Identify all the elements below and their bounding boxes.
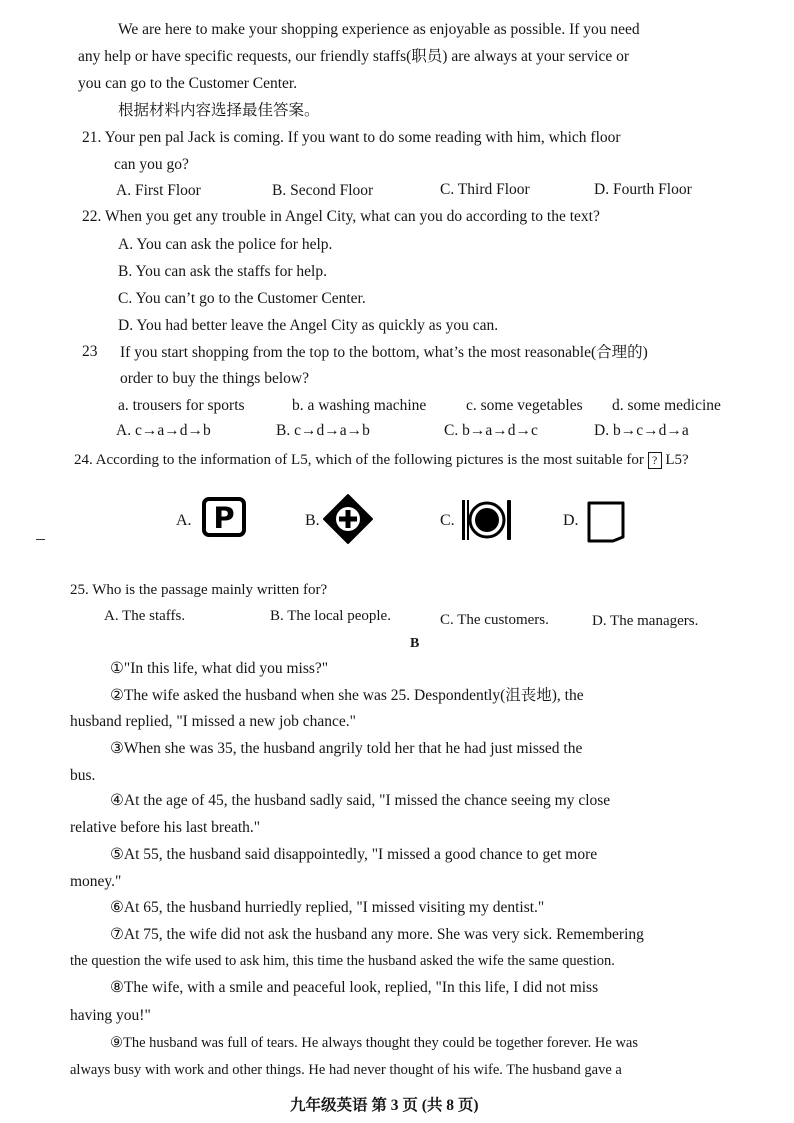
q25-stem: 25. Who is the passage mainly written for? (70, 582, 328, 598)
q24-label-d[interactable]: D. (563, 512, 579, 529)
q22-option-c[interactable]: C. You can’t go to the Customer Center. (118, 290, 366, 307)
passage-line-4: ③When she was 35, the husband angrily told her that he had just missed the (110, 740, 583, 757)
intro-line-1: We are here to make your shopping experience as enjoyable as possible. If you need (118, 21, 640, 38)
q21-option-c[interactable]: C. Third Floor (440, 181, 530, 198)
parking-icon[interactable] (202, 497, 246, 542)
passage-line-2: ②The wife asked the husband when she was 25. Despondently(沮丧地), the (110, 687, 584, 704)
passage-line-12: the question the wife used to ask him, this time the husband asked the wife the same question. (70, 953, 615, 969)
passage-line-6: ④At the age of 45, the husband sadly said, "I missed the chance seeing my close (110, 792, 611, 809)
parking-letter: P (213, 501, 235, 535)
margin-mark (36, 539, 45, 540)
passage-line-10: ⑥At 65, the husband hurriedly replied, "I missed visiting my dentist." (110, 899, 545, 916)
passage-line-16: always busy with work and other things. He had never thought of his wife. The husband gave a (70, 1062, 622, 1078)
first-aid-cross-icon[interactable] (322, 493, 374, 550)
passage-line-9: money." (70, 873, 122, 890)
q22-option-d[interactable]: D. You had better leave the Angel City as quickly as you can. (118, 317, 499, 334)
q25-option-d[interactable]: D. The managers. (592, 613, 699, 629)
q21-stem-2: can you go? (114, 156, 189, 173)
restaurant-icon[interactable] (459, 498, 515, 547)
q25-option-c[interactable]: C. The customers. (440, 612, 549, 628)
q23-stem-1: If you start shopping from the top to the bottom, what’s the most reasonable(合理的) (120, 344, 648, 361)
q24-label-b[interactable]: B. (305, 512, 320, 529)
q25-option-a[interactable]: A. The staffs. (104, 608, 186, 624)
intro-line-2: any help or have specific requests, our friendly staffs(职员) are always at your service or (78, 48, 630, 65)
q23-option-c[interactable]: C. b→a→d→c (444, 422, 538, 439)
q22-stem: 22. When you get any trouble in Angel City, what can you do according to the text? (82, 208, 600, 225)
q23-number: 23 (82, 343, 98, 360)
q23-stem-2: order to buy the things below? (120, 370, 309, 387)
passage-line-1: ①"In this life, what did you miss?" (110, 660, 329, 677)
passage-line-15: ⑨The husband was full of tears. He always thought they could be together forever. He was (110, 1035, 638, 1051)
passage-b-heading: B (410, 636, 420, 651)
passage-line-13: ⑧The wife, with a smile and peaceful look, replied, "In this life, I did not miss (110, 979, 599, 996)
passage-line-8: ⑤At 55, the husband said disappointedly, "I missed a good chance to get more (110, 846, 598, 863)
q23-item-b: b. a washing machine (292, 397, 427, 414)
q23-option-b[interactable]: B. c→d→a→b (276, 422, 370, 439)
q24-stem (74, 450, 689, 470)
q24-number: 24 (74, 452, 89, 468)
q23-item-a: a. trousers for sports (118, 397, 245, 414)
q21-option-b[interactable]: B. Second Floor (272, 182, 374, 199)
q24-question-box: ? (648, 452, 662, 469)
intro-line-3: you can go to the Customer Center. (78, 75, 298, 92)
page-footer: 九年级英语 第 3 页 (共 8 页) (290, 1097, 479, 1114)
passage-line-14: having you!" (70, 1007, 151, 1024)
instruction: 根据材料内容选择最佳答案。 (118, 102, 320, 119)
blank-frame-icon[interactable] (583, 499, 629, 550)
q24-stem-after: L5? (665, 452, 689, 468)
q24-label-c[interactable]: C. (440, 512, 455, 529)
q23-option-d[interactable]: D. b→c→d→a (594, 422, 689, 439)
q25-option-b[interactable]: B. The local people. (270, 608, 391, 624)
q21-stem-1: 21. Your pen pal Jack is coming. If you want to do some reading with him, which floor (82, 129, 621, 146)
q23-item-d: d. some medicine (612, 397, 721, 414)
q23-option-a[interactable]: A. c→a→d→b (116, 422, 211, 439)
passage-line-3: husband replied, "I missed a new job chance." (70, 713, 356, 730)
q24-label-a[interactable]: A. (176, 512, 192, 529)
q22-option-b[interactable]: B. You can ask the staffs for help. (118, 263, 327, 280)
q21-option-d[interactable]: D. Fourth Floor (594, 181, 692, 198)
q24-stem-before: . According to the information of L5, which of the following pictures is the most suitable for (89, 452, 644, 468)
passage-line-7: relative before his last breath." (70, 819, 261, 836)
passage-line-5: bus. (70, 767, 96, 784)
passage-line-11: ⑦At 75, the wife did not ask the husband any more. She was very sick. Remembering (110, 926, 644, 943)
q23-item-c: c. some vegetables (466, 397, 583, 414)
q21-option-a[interactable]: A. First Floor (116, 182, 201, 199)
q22-option-a[interactable]: A. You can ask the police for help. (118, 236, 333, 253)
